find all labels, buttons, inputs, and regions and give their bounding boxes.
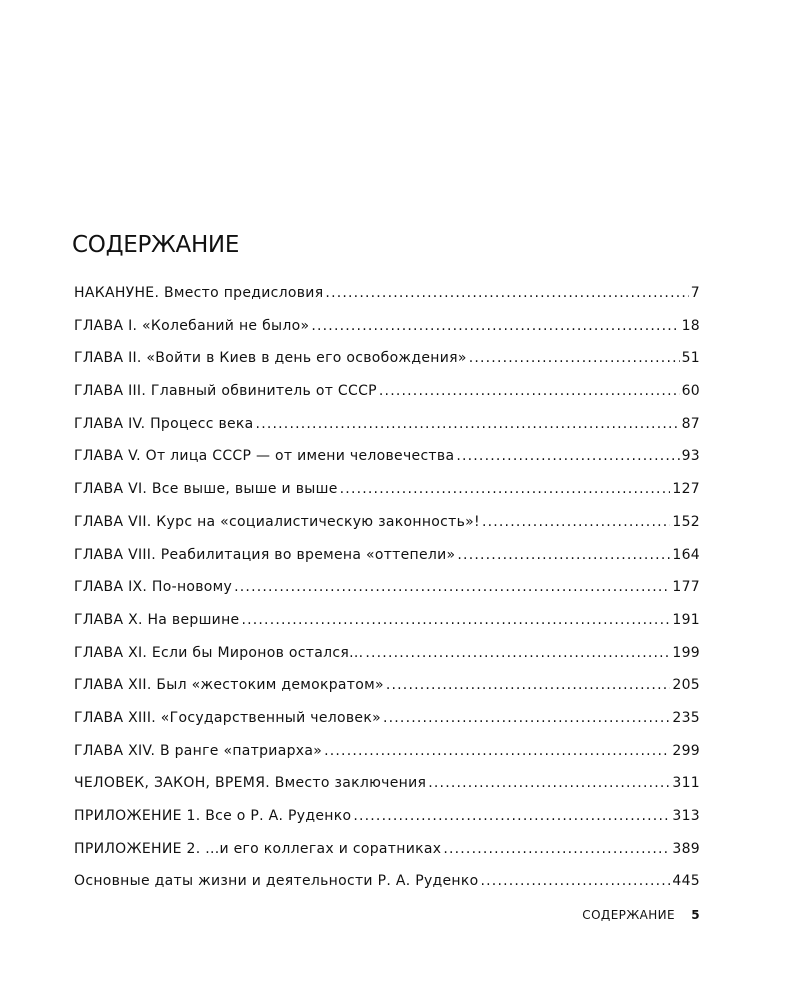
- toc-entry-title: ГЛАВА IV. Процесс века: [74, 415, 254, 432]
- dot-leader: [256, 416, 680, 432]
- toc-entry-title: ГЛАВА III. Главный обвинитель от СССР: [74, 383, 377, 400]
- table-of-contents: [74, 285, 700, 906]
- toc-entry-page: 445: [672, 873, 700, 890]
- toc-entry-title: ГЛАВА XII. Был «жестоким демократом»: [74, 677, 384, 694]
- dot-leader: [379, 383, 680, 399]
- dot-leader: [241, 612, 670, 628]
- dot-leader: [311, 318, 679, 334]
- toc-entry-title: ГЛАВА VII. Курс на «социалистическую законность»!: [74, 513, 480, 530]
- toc-entry: [74, 841, 700, 874]
- toc-entry-title: ГЛАВА XIV. В ранге «патриарха»: [74, 742, 323, 759]
- toc-entry: [74, 547, 700, 580]
- toc-entry: [74, 710, 700, 743]
- toc-entry: [74, 350, 700, 383]
- toc-entry-title: ГЛАВА VI. Все выше, выше и выше: [74, 481, 338, 498]
- dot-leader: [383, 710, 670, 726]
- toc-entry: [74, 873, 700, 906]
- dot-leader: [457, 547, 670, 563]
- toc-entry: [74, 285, 700, 318]
- dot-leader: [353, 808, 670, 824]
- toc-entry-page: 389: [672, 840, 700, 857]
- dot-leader: [428, 775, 670, 791]
- toc-entry: [74, 808, 700, 841]
- toc-entry: [74, 514, 700, 547]
- toc-entry-page: 51: [681, 350, 700, 367]
- footer-page-number: 5: [691, 908, 700, 922]
- toc-entry-page: 199: [672, 644, 700, 661]
- dot-leader: [481, 873, 671, 889]
- running-footer: [420, 908, 700, 922]
- toc-entry-page: 299: [672, 742, 700, 759]
- toc-entry-title: Основные даты жизни и деятельности Р. А. Руденко: [74, 873, 479, 890]
- toc-entry-page: 87: [681, 415, 700, 432]
- toc-entry: [74, 579, 700, 612]
- toc-entry-page: 313: [672, 808, 700, 824]
- toc-entry: [74, 416, 700, 449]
- toc-entry-title: ПРИЛОЖЕНИЕ 1. Все о Р. А. Руденко: [74, 808, 352, 824]
- dot-leader: [325, 285, 688, 301]
- toc-entry: [74, 677, 700, 710]
- toc-entry-title: ГЛАВА V. От лица СССР — от имени человечества: [74, 448, 455, 465]
- toc-entry-page: 177: [672, 579, 700, 596]
- toc-entry-page: 60: [681, 383, 700, 400]
- dot-leader: [386, 677, 671, 693]
- dot-leader: [443, 841, 670, 857]
- dot-leader: [324, 743, 670, 759]
- dot-leader: [482, 514, 670, 530]
- toc-entry: [74, 481, 700, 514]
- toc-entry-title: ГЛАВА II. «Войти в Киев в день его освобождения»: [74, 350, 467, 367]
- toc-entry-page: 235: [672, 709, 700, 726]
- toc-entry-title: ГЛАВА IX. По-новому: [74, 579, 233, 596]
- toc-entry-page: 7: [690, 285, 700, 301]
- toc-entry-page: 152: [672, 513, 700, 530]
- toc-entry-title: ГЛАВА XIII. «Государственный человек»: [74, 709, 381, 726]
- toc-entry: [74, 743, 700, 776]
- toc-entry: [74, 318, 700, 351]
- toc-entry: [74, 775, 700, 808]
- toc-entry-page: 93: [681, 448, 700, 465]
- toc-entry-page: 311: [672, 775, 700, 792]
- toc-entry-title: ГЛАВА I. «Колебаний не было»: [74, 317, 310, 334]
- toc-entry-title: ЧЕЛОВЕК, ЗАКОН, ВРЕМЯ. Вместо заключения: [74, 775, 427, 792]
- toc-entry-title: ПРИЛОЖЕНИЕ 2. ...и его коллегах и соратниках: [74, 840, 442, 857]
- dot-leader: [340, 481, 671, 497]
- toc-entry-title: НАКАНУНЕ. Вместо предисловия: [74, 285, 324, 301]
- dot-leader: [234, 579, 670, 595]
- toc-entry: [74, 645, 700, 678]
- toc-entry-title: ГЛАВА XI. Если бы Миронов остался...: [74, 644, 364, 661]
- toc-entry-title: ГЛАВА VIII. Реабилитация во времена «оттепели»: [74, 546, 456, 563]
- toc-entry-page: 127: [672, 481, 700, 498]
- footer-section-label: СОДЕРЖАНИЕ: [582, 908, 676, 922]
- toc-entry-page: 205: [672, 677, 700, 694]
- dot-leader: [469, 350, 680, 366]
- toc-entry-page: 191: [672, 611, 700, 628]
- toc-entry-page: 164: [672, 546, 700, 563]
- toc-entry: [74, 612, 700, 645]
- toc-entry: [74, 383, 700, 416]
- toc-entry-page: 18: [681, 317, 700, 334]
- page-title: СОДЕРЖАНИЕ: [72, 232, 240, 258]
- dot-leader: [365, 645, 670, 661]
- toc-entry-title: ГЛАВА X. На вершине: [74, 611, 240, 628]
- dot-leader: [456, 448, 679, 464]
- toc-entry: [74, 448, 700, 481]
